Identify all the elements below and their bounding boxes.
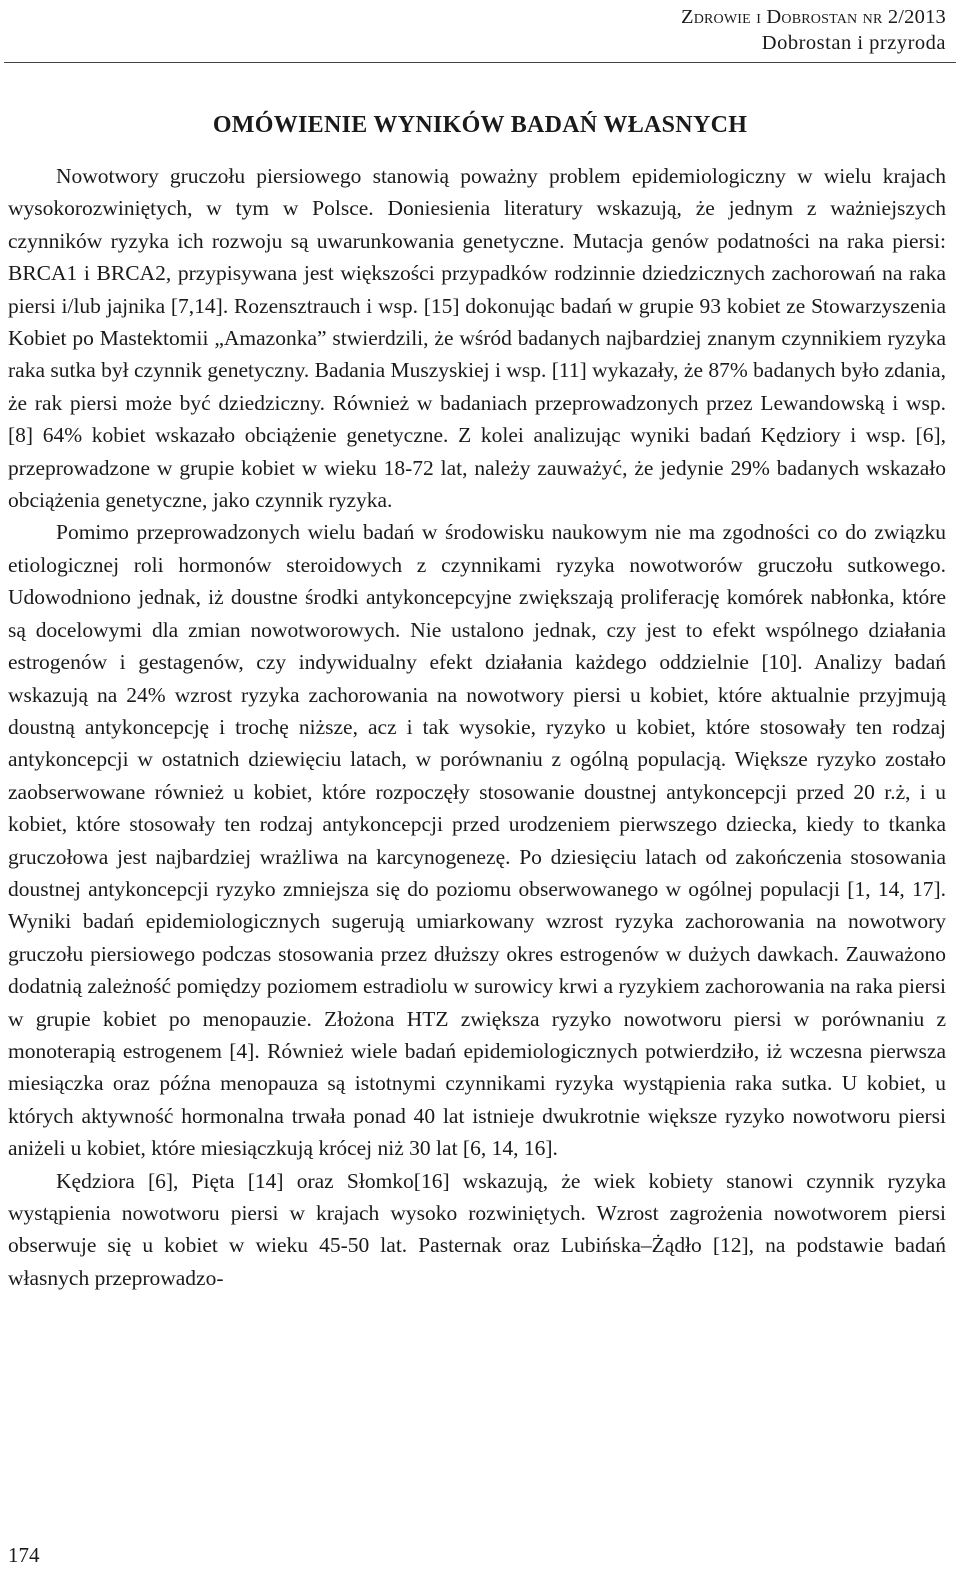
section-title: Dobrostan i przyroda xyxy=(761,32,946,54)
paragraph-hormonal-factors: Pomimo przeprowadzonych wielu badań w środowisku naukowym nie ma zgodności co do związku etiologicznej roli hormonów steroidowych z czynnikami ryzyka nowotworów gruczołu sutkowego. Udowodniono jednak, iż doustne środki antykoncepcyjne zwiększają proliferację komórek nabłonka, które są docelowymi dla zmian nowotworowych. Nie ustalono jednak, czy jest to efekt wspólnego działania estrogenów i gestagenów, czy indywidualny efekt działania każdego oddzielnie [10]. Analizy badań wskazują na 24% wzrost ryzyka zachorowania na nowotwory piersi u kobiet, które aktualnie przyjmują doustną antykoncepcję i trochę niższe, acz i tak wysokie, ryzyko u kobiet, które stosowały ten rodzaj antykoncepcji w ostatnich dziewięciu latach, w porównaniu z ogólną populacją. Większe ryzyko zostało zaobserwowane również u kobiet, które rozpoczęły stosowanie doustnej antykoncepcji przed 20 r.ż, i u kobiet, które stosowały ten rodzaj antykoncepcji przed urodzeniem pierwszego dziecka, kiedy to tkanka gruczołowa jest najbardziej wrażliwa na karcynogenezę. Po dziesięciu latach od zakończenia stosowania doustnej antykoncepcji ryzyko zmniejsza się do poziomu obserwowanego w ogólnej populacji [1, 14, 17]. Wyniki badań epidemiologicznych sugerują umiarkowany wzrost ryzyka zachorowania na nowotwory gruczołu piersiowego podczas stosowania przez dłuższy okres estrogenów w dużych dawkach. Zauważono dodatnią zależność pomiędzy poziomem estradiolu w surowicy krwi a ryzykiem zachorowania na raka piersi w grupie kobiet po menopauzie. Złożona HTZ zwiększa ryzyko nowotworu piersi w porównaniu z monoterapią estrogenem [4]. Również wiele badań epidemiologicznych potwierdziło, iż wczesna pierwsza miesiączka oraz późna menopauza są istotnymi czynnikami ryzyka wystąpienia raka sutka. U kobiet, u których aktywność hormonalna trwała ponad 40 lat istnieje dwukrotnie większe ryzyko nowotworu piersi aniżeli u kobiet, które miesiączkują krócej niż 30 lat [6, 14, 16]. xyxy=(8,520,946,1161)
article-body xyxy=(8,160,946,1294)
journal-title: Zdrowie i Dobrostan nr 2/2013 xyxy=(680,6,946,28)
header-divider xyxy=(4,62,956,63)
running-header xyxy=(681,4,946,56)
page-number: 174 xyxy=(8,1543,40,1567)
section-heading: OMÓWIENIE WYNIKÓW BADAŃ WŁASNYCH xyxy=(212,112,748,138)
paragraph-age-factor: Kędziora [6], Pięta [14] oraz Słomko[16] wskazują, że wiek kobiety stanowi czynnik ryzyka wystąpienia nowotworu piersi w krajach wysoko rozwiniętych. Wzrost zagrożenia nowotworem piersi obserwuje się u kobiet w wieku 45-50 lat. Pasternak oraz Lubińska–Żądło [12], na podstawie badań własnych przeprowadzo- xyxy=(8,1168,946,1290)
paragraph-genetic-factors: Nowotwory gruczołu piersiowego stanowią poważny problem epidemiologiczny w wielu krajach wysokorozwiniętych, w tym w Polsce. Doniesienia literatury wskazują, że jednym z ważniejszych czynników ryzyka ich rozwoju są uwarunkowania genetyczne. Mutacja genów podatności na raka piersi: BRCA1 i BRCA2, przypisywana jest większości przypadków rodzinnie dziedzicznych zachorowań na raka piersi i/lub jajnika [7,14]. Rozensztrauch i wsp. [15] dokonując badań w grupie 93 kobiet ze Stowarzyszenia Kobiet po Mastektomii „Amazonka” stwierdzili, że wśród badanych najbardziej znanym czynnikiem ryzyka raka sutka był czynnik genetyczny. Badania Muszyskiej i wsp. [11] wykazały, że 87% badanych było zdania, że rak piersi może być dziedziczny. Również w badaniach przeprowadzonych przez Lewandowską i wsp. [8] 64% kobiet wskazało obciążenie genetyczne. Z kolei analizując wyniki badań Kędziory i wsp. [6], przeprowadzone w grupie kobiet w wieku 18-72 lat, należy zauważyć, że jedynie 29% badanych wskazało obciążenia genetyczne, jako czynnik ryzyka. xyxy=(8,164,946,513)
